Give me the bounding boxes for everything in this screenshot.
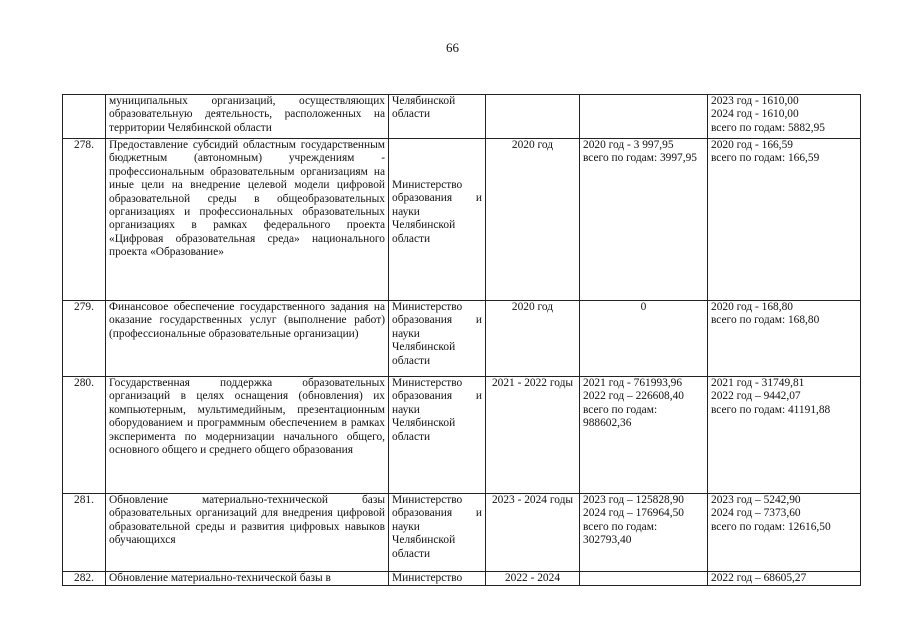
measure-description: Финансовое обеспечение государственного задания на оказание государственных услуг (выполнение работ) (профессиональные образовательные организации) [106,301,389,377]
measure-description: Государственная поддержка образовательных организаций в целях оснащения (обновления) их компьютерным, мультимедийным, презентационным оборудованием и программным обеспечением в рамках эксперимента по модернизации начального общего, основного общего и среднего общего образования [106,377,389,494]
table-row [63,95,861,139]
regional-funding: 2022 год – 68605,27 [708,572,861,586]
executor: Министерство образования и науки Челябинской области [389,377,486,494]
federal-funding: 0 [580,301,708,377]
federal-funding: 2023 год – 125828,90 2024 год – 176964,50 всего по годам: 302793,40 [580,494,708,572]
row-number: 279. [63,301,106,377]
federal-funding [580,572,708,586]
regional-funding: 2023 год - 1610,00 2024 год - 1610,00 всего по годам: 5882,95 [708,95,861,139]
period: 2020 год [486,301,580,377]
measure-description: Обновление материально-технической базы образовательных организаций для внедрения цифровой образовательной среды и развития цифровых навыков обучающихся [106,494,389,572]
executor: Министерство образования и науки Челябинской области [389,301,486,377]
period: 2021 - 2022 годы [486,377,580,494]
period: 2022 - 2024 [486,572,580,586]
row-number: 281. [63,494,106,572]
measure-description: Обновление материально-технической базы в [106,572,389,586]
executor: Министерство образования и науки Челябинской области [389,139,486,301]
row-number: 282. [63,572,106,586]
table-row [63,572,861,586]
federal-funding: 2020 год - 3 997,95 всего по годам: 3997,95 [580,139,708,301]
table-row [63,494,861,572]
period: 2023 - 2024 годы [486,494,580,572]
table-row [63,377,861,494]
executor: Челябинской области [389,95,486,139]
regional-funding: 2023 год – 5242,90 2024 год – 7373,60 всего по годам: 12616,50 [708,494,861,572]
table-row [63,301,861,377]
regional-funding: 2020 год - 166,59 всего по годам: 166,59 [708,139,861,301]
regional-funding: 2020 год - 168,80 всего по годам: 168,80 [708,301,861,377]
program-table [62,94,861,586]
executor: Министерство [389,572,486,586]
row-number: 280. [63,377,106,494]
page-number: 66 [446,40,459,55]
row-number [63,95,106,139]
regional-funding: 2021 год - 31749,81 2022 год – 9442,07 всего по годам: 41191,88 [708,377,861,494]
federal-funding: 2021 год - 761993,96 2022 год – 226608,40 всего по годам: 988602,36 [580,377,708,494]
period [486,95,580,139]
measure-description: муниципальных организаций, осуществляющих образовательную деятельность, расположенных на территории Челябинской области [106,95,389,139]
federal-funding [580,95,708,139]
table-row [63,139,861,301]
measure-description: Предоставление субсидий областным государственным бюджетным (автономным) учреждениям - профессиональным образовательным организациям на иные цели на внедрение целевой модели цифровой образовательной среды в общеобразовательных организациях и профессиональных образовательных организациях в рамках федерального проекта «Цифровая образовательная среда» национального проекта «Образование» [106,139,389,301]
period: 2020 год [486,139,580,301]
row-number: 278. [63,139,106,301]
executor: Министерство образования и науки Челябинской области [389,494,486,572]
